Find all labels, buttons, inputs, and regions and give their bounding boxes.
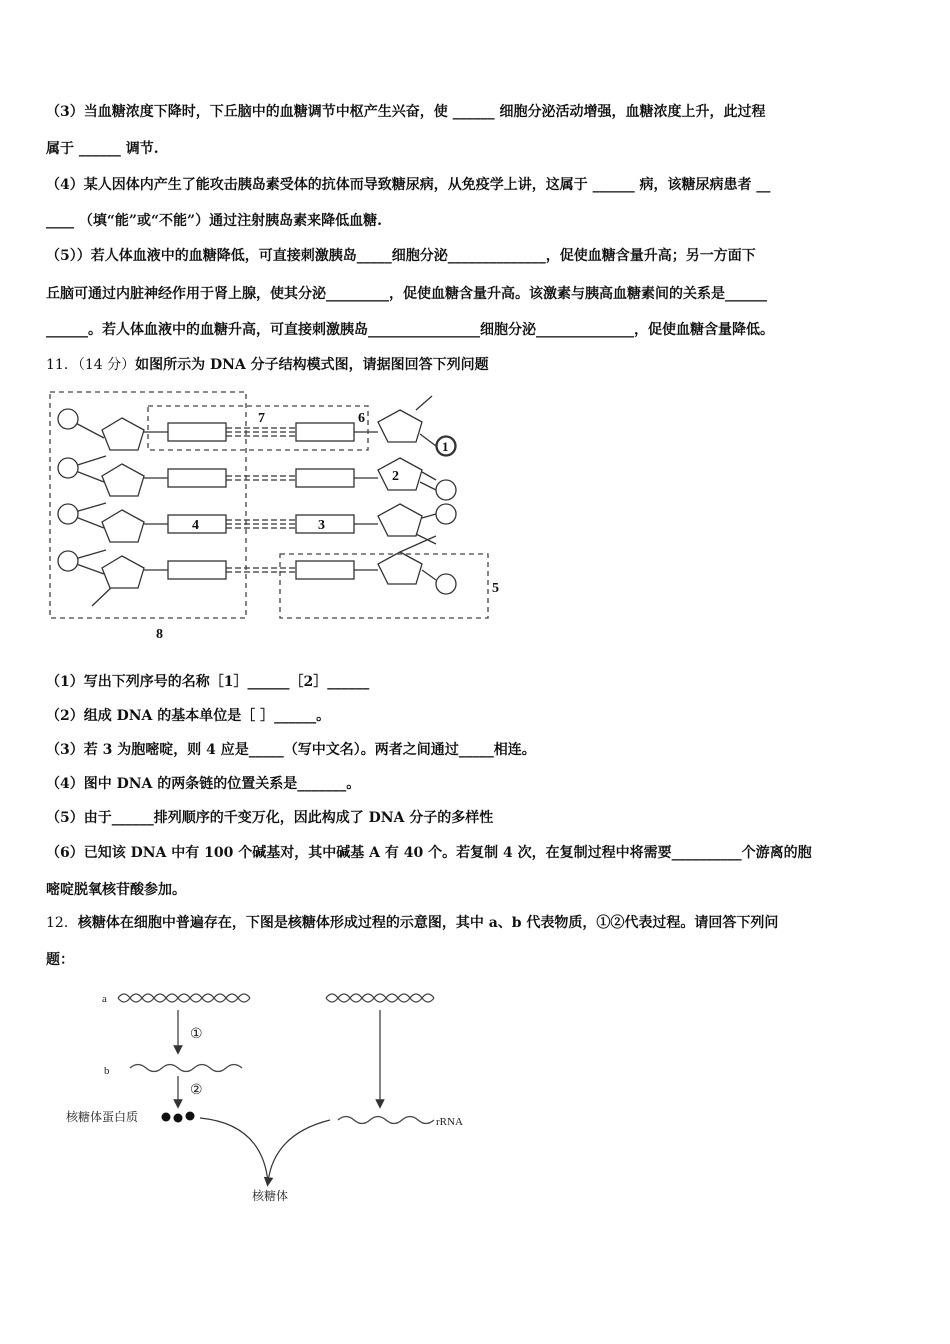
q11-title <box>46 355 489 375</box>
protein-dot-2 <box>174 1114 183 1123</box>
q10-part3-line1: （3）当血糖浓度下降时，下丘脑中的血糖调节中枢产生兴奋，使 ______ 细胞分泌活动增强，血糖浓度上升，此过程 <box>46 104 766 120</box>
base-right-2 <box>296 469 354 487</box>
sugar-right-2 <box>378 458 422 490</box>
phosphate-right-2 <box>436 480 456 500</box>
q10-part4-line2: ____ （填“能”或“不能”）通过注射胰岛素来降低血糖. <box>46 213 382 229</box>
phosphate-left-4 <box>58 551 78 571</box>
base-right-4 <box>296 561 354 579</box>
q12-title-line1 <box>46 913 778 933</box>
label-b: b <box>104 1065 110 1077</box>
sugar-left-1 <box>102 418 144 450</box>
sugar-left-4 <box>102 556 144 588</box>
base-left-1 <box>168 423 226 441</box>
mrna-b <box>130 1065 242 1072</box>
label-7: 7 <box>258 411 265 426</box>
dna-helix-a <box>118 994 250 1002</box>
q11-sub2: （2）组成 DNA 的基本单位是［ ］______。 <box>46 708 331 724</box>
label-8: 8 <box>156 627 163 642</box>
q11-number: 11． <box>46 357 78 373</box>
label-2: 2 <box>392 469 399 484</box>
q11-sub3: （3）若 3 为胞嘧啶，则 4 应是_____（写中文名）。两者之间通过_____相连。 <box>46 742 536 758</box>
phosphate-right-4 <box>436 574 456 594</box>
label-3: 3 <box>318 518 325 533</box>
phosphate-left-1 <box>58 409 78 429</box>
label-ribosome: 核糖体 <box>252 1189 289 1203</box>
q12-number: 12． <box>46 915 78 931</box>
q10-part5-line2: 丘脑可通过内脏神经作用于肾上腺，使其分泌_________，促使血糖含量升高。该激素与胰高血糖素间的关系是______ <box>46 286 767 302</box>
label-step1: ① <box>190 1027 203 1042</box>
label-4: 4 <box>192 518 199 533</box>
dna-helix-rrna-gene <box>326 994 434 1002</box>
q11-sub6-line2: 嘧啶脱氧核苷酸参加。 <box>46 882 186 898</box>
q11-score: （14 分） <box>77 357 136 373</box>
curve-protein-to-ribosome <box>200 1118 268 1182</box>
sugar-left-2 <box>102 464 144 496</box>
sugar-left-3 <box>102 510 144 542</box>
q11-title-text: 如图所示为 DNA 分子结构模式图，请据图回答下列问题 <box>135 357 489 373</box>
label-a: a <box>102 993 107 1005</box>
q12-title-text: 核糖体在细胞中普遍存在，下图是核糖体形成过程的示意图，其中 a、b 代表物质，①②代表过程。请回答下列问 <box>77 915 779 931</box>
label-rrna: rRNA <box>436 1116 463 1128</box>
ribosome-formation-figure <box>66 984 490 1206</box>
q11-sub4: （4）图中 DNA 的两条链的位置关系是_______。 <box>46 776 361 792</box>
curve-rrna-to-ribosome <box>268 1120 330 1182</box>
sugar-right-4 <box>378 552 422 584</box>
sugar-right-1 <box>378 410 422 442</box>
q11-sub5: （5）由于______排列顺序的千变万化，因此构成了 DNA 分子的多样性 <box>46 810 494 826</box>
q10-part5-line1: （5））若人体血液中的血糖降低，可直接刺激胰岛_____细胞分泌______________，促使血糖含量升高；另一方面下 <box>46 248 756 264</box>
sugar-right-3 <box>378 504 422 536</box>
rrna-strand <box>338 1117 434 1124</box>
phosphate-left-3 <box>58 504 78 524</box>
q11-sub1: （1）写出下列序号的名称［1］______［2］______ <box>46 674 370 690</box>
q10-part3-line2: 属于 ______ 调节. <box>46 141 159 157</box>
label-protein: 核糖体蛋白质 <box>66 1110 139 1124</box>
base-right-3 <box>296 515 354 533</box>
label-6: 6 <box>358 411 365 426</box>
base-right-1 <box>296 423 354 441</box>
protein-dot-1 <box>162 1113 171 1122</box>
label-1: 1 <box>442 439 449 454</box>
dna-structure-figure <box>40 384 510 644</box>
q12-title-line2: 题： <box>46 952 74 968</box>
label-step2: ② <box>190 1083 203 1098</box>
base-left-2 <box>168 469 226 487</box>
phosphate-right-3 <box>436 504 456 524</box>
label-5: 5 <box>492 581 499 596</box>
q11-sub6-line1: （6）已知该 DNA 中有 100 个碱基对，其中碱基 A 有 40 个。若复制 4 次，在复制过程中将需要__________个游离的胞 <box>46 845 812 861</box>
q10-part4-line1: （4）某人因体内产生了能攻击胰岛素受体的抗体而导致糖尿病，从免疫学上讲，这属于 ______ 病，该糖尿病患者 __ <box>46 177 771 193</box>
q10-part5-line3: ______。若人体血液中的血糖升高，可直接刺激胰岛________________细胞分泌______________，促使血糖含量降低。 <box>46 322 774 338</box>
protein-dot-3 <box>186 1112 195 1121</box>
phosphate-left-2 <box>58 458 78 478</box>
base-left-5 <box>168 561 226 579</box>
